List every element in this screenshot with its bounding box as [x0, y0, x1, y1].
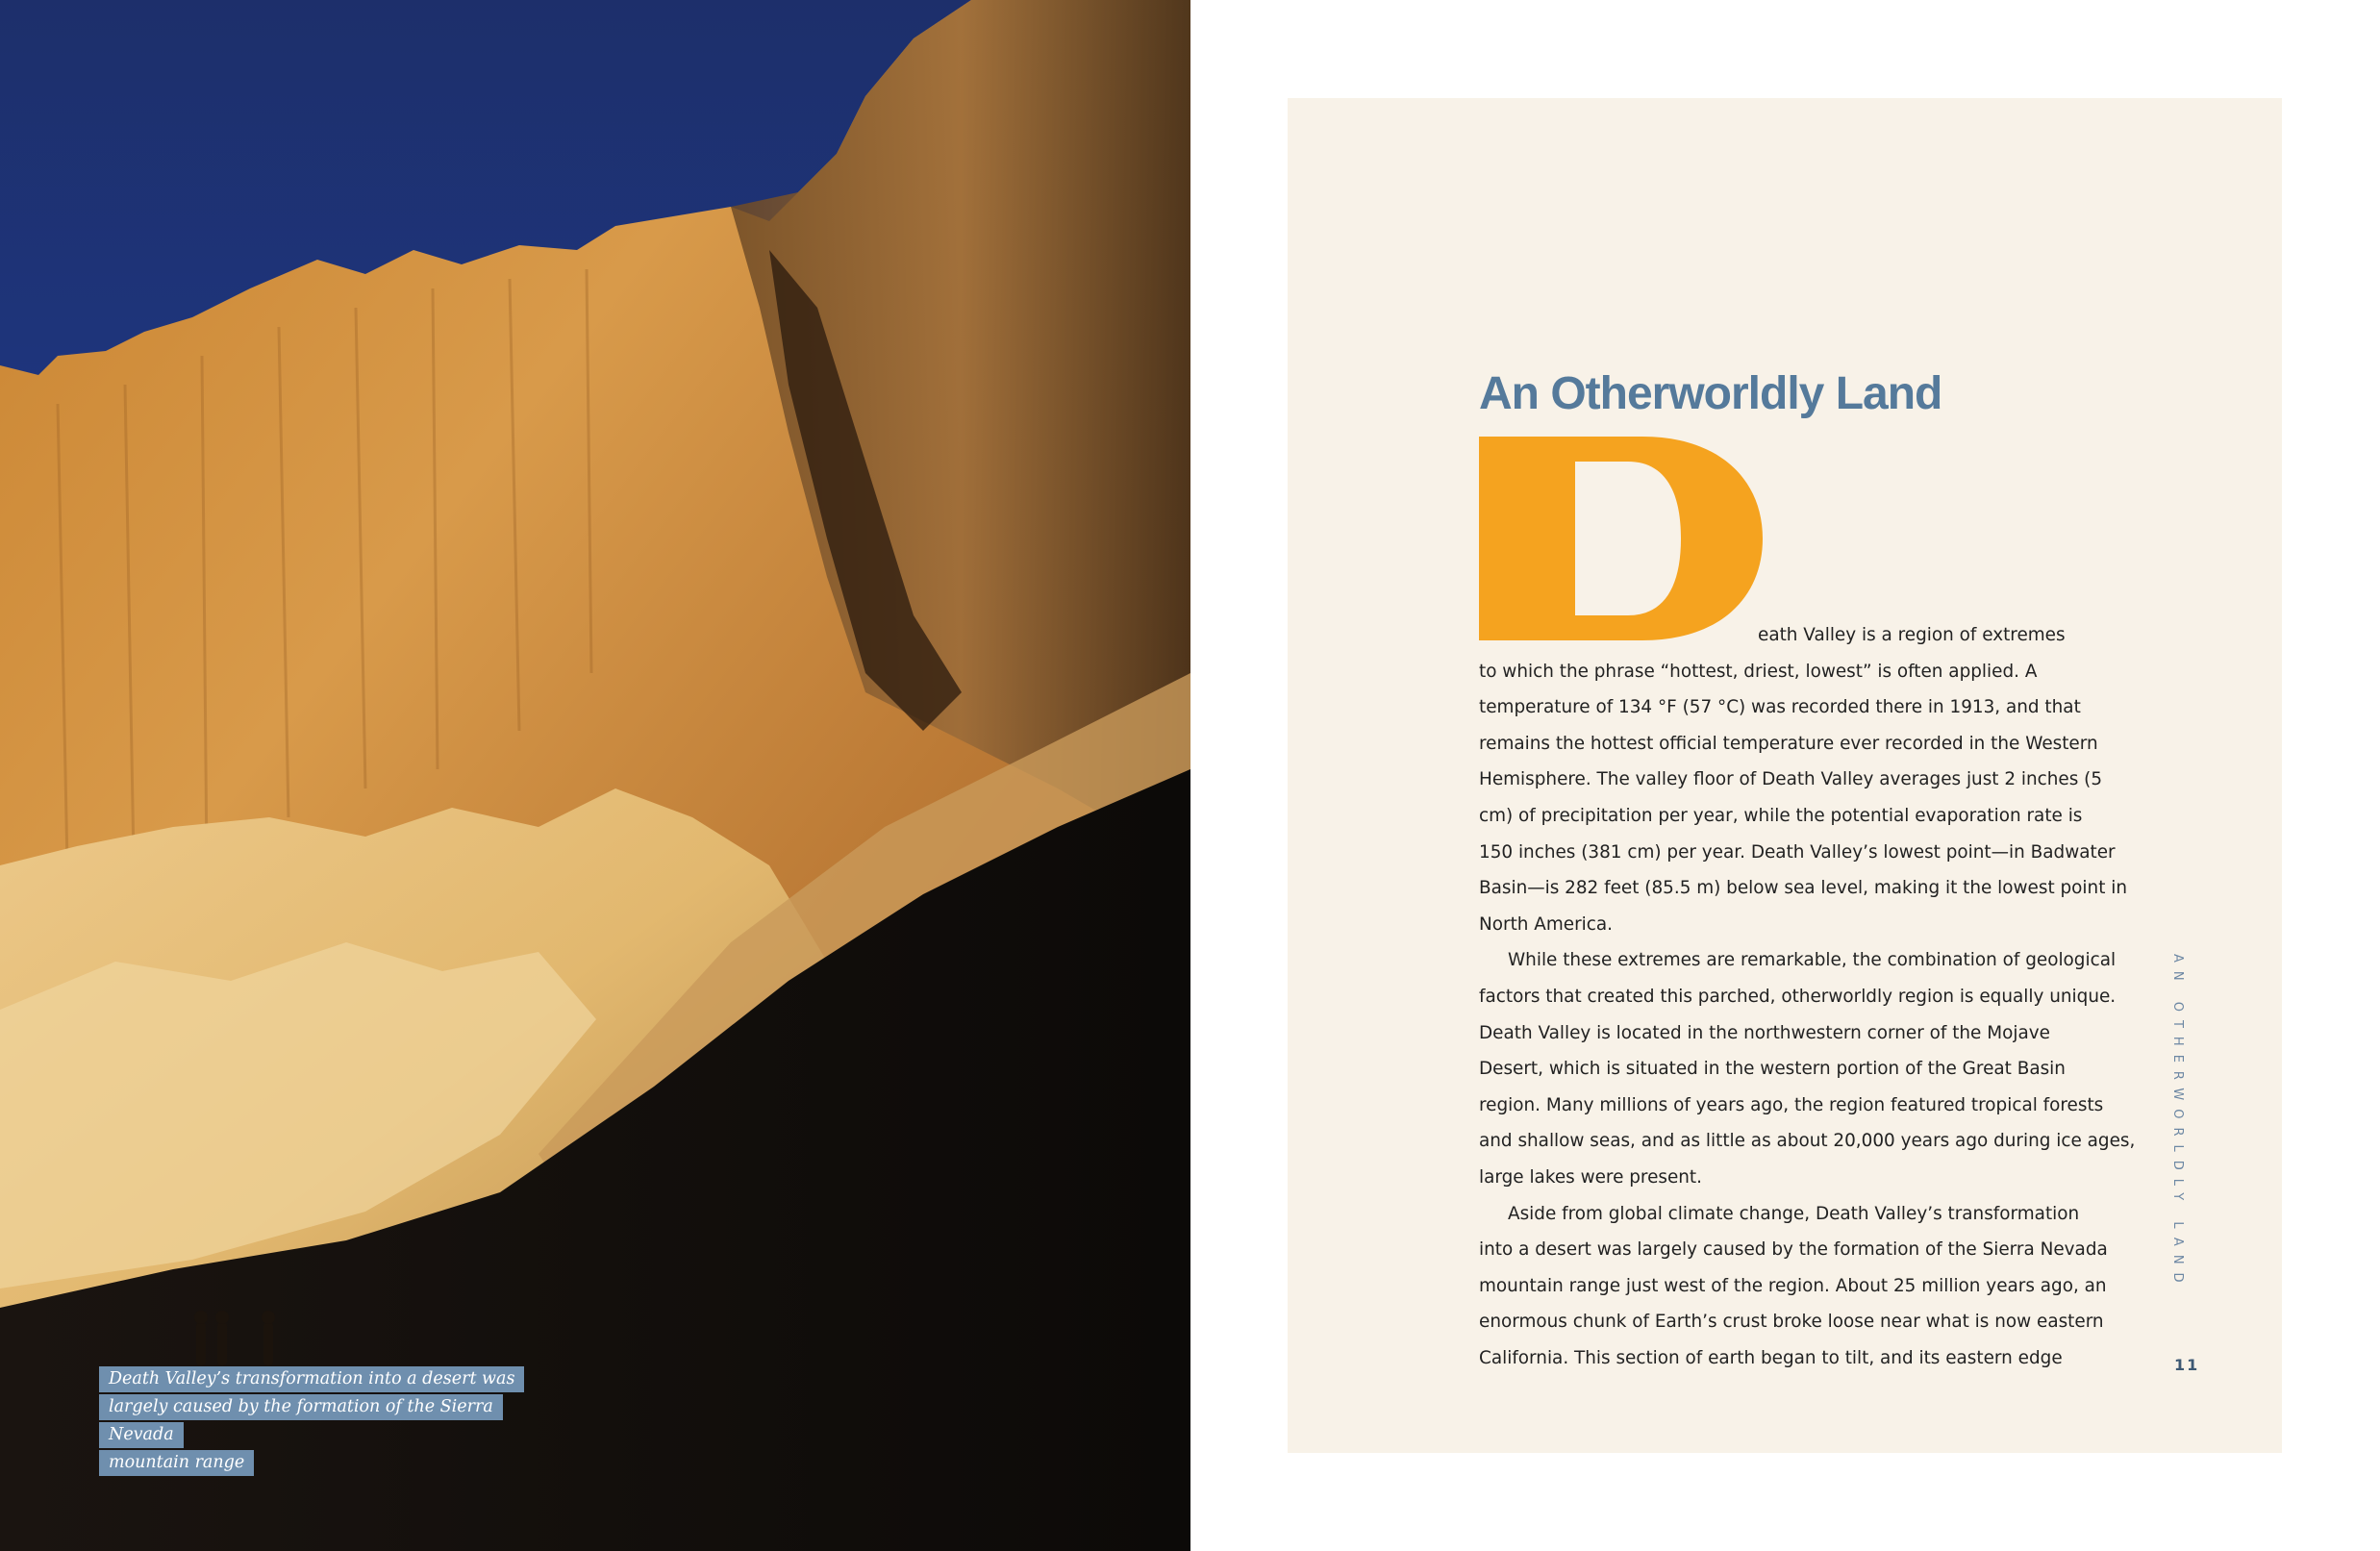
- text-line: enormous chunk of Earth’s crust broke loose near what is now eastern: [1479, 1312, 2104, 1333]
- text-line: Hemisphere. The valley floor of Death Valley averages just 2 inches (5: [1479, 769, 2103, 790]
- paragraph-2: [1479, 942, 2136, 1195]
- text-line: large lakes were present.: [1479, 1166, 1702, 1188]
- text-line: temperature of 134 °F (57 °C) was recorded there in 1913, and that: [1479, 697, 2081, 718]
- article-title: An Otherworldly Land: [1479, 368, 1942, 419]
- text-line: While these extremes are remarkable, the combination of geological: [1508, 950, 2117, 971]
- page-number: 11: [2174, 1356, 2200, 1374]
- text-line: region. Many millions of years ago, the region featured tropical forests: [1479, 1094, 2104, 1115]
- text-line: Desert, which is situated in the western portion of the Great Basin: [1479, 1059, 2066, 1080]
- text-line: North America.: [1479, 913, 1613, 935]
- caption-line: Death Valley’s transformation into a desert was: [99, 1366, 524, 1392]
- paragraph-3: [1479, 1196, 2108, 1377]
- paragraph-1: [1479, 617, 2128, 942]
- text-line: mountain range just west of the region. About 25 million years ago, an: [1479, 1275, 2107, 1296]
- caption-line: mountain range: [99, 1450, 254, 1476]
- text-line: Aside from global climate change, Death Valley’s transformation: [1508, 1203, 2080, 1224]
- text-line: and shallow seas, and as little as about 20,000 years ago during ice ages,: [1479, 1131, 2136, 1152]
- article-body: [1479, 437, 2136, 1376]
- text-line: into a desert was largely caused by the formation of the Sierra Nevada: [1479, 1239, 2108, 1261]
- text-line: Basin—is 282 feet (85.5 m) below sea level, making it the lowest point in: [1479, 878, 2128, 899]
- text-line: 150 inches (381 cm) per year. Death Valley’s lowest point—in Badwater: [1479, 841, 2116, 863]
- running-head: AN OTHERWORLDLY LAND: [2170, 954, 2185, 1291]
- text-line: eath Valley is a region of extremes: [1758, 625, 2066, 645]
- text-line: to which the phrase “hottest, driest, lowest” is often applied. A: [1479, 661, 2038, 682]
- text-line: factors that created this parched, otherworldly region is equally unique.: [1479, 986, 2117, 1007]
- text-line: cm) of precipitation per year, while the potential evaporation rate is: [1479, 805, 2083, 826]
- photo-caption: [99, 1365, 541, 1477]
- text-line: California. This section of earth began to tilt, and its eastern edge: [1479, 1347, 2063, 1368]
- text-line: remains the hottest official temperature ever recorded in the Western: [1479, 733, 2098, 754]
- article-panel: [1288, 98, 2282, 1453]
- text-line: Death Valley is located in the northwestern corner of the Mojave: [1479, 1022, 2050, 1043]
- caption-line: largely caused by the formation of the Sierra Nevada: [99, 1394, 503, 1448]
